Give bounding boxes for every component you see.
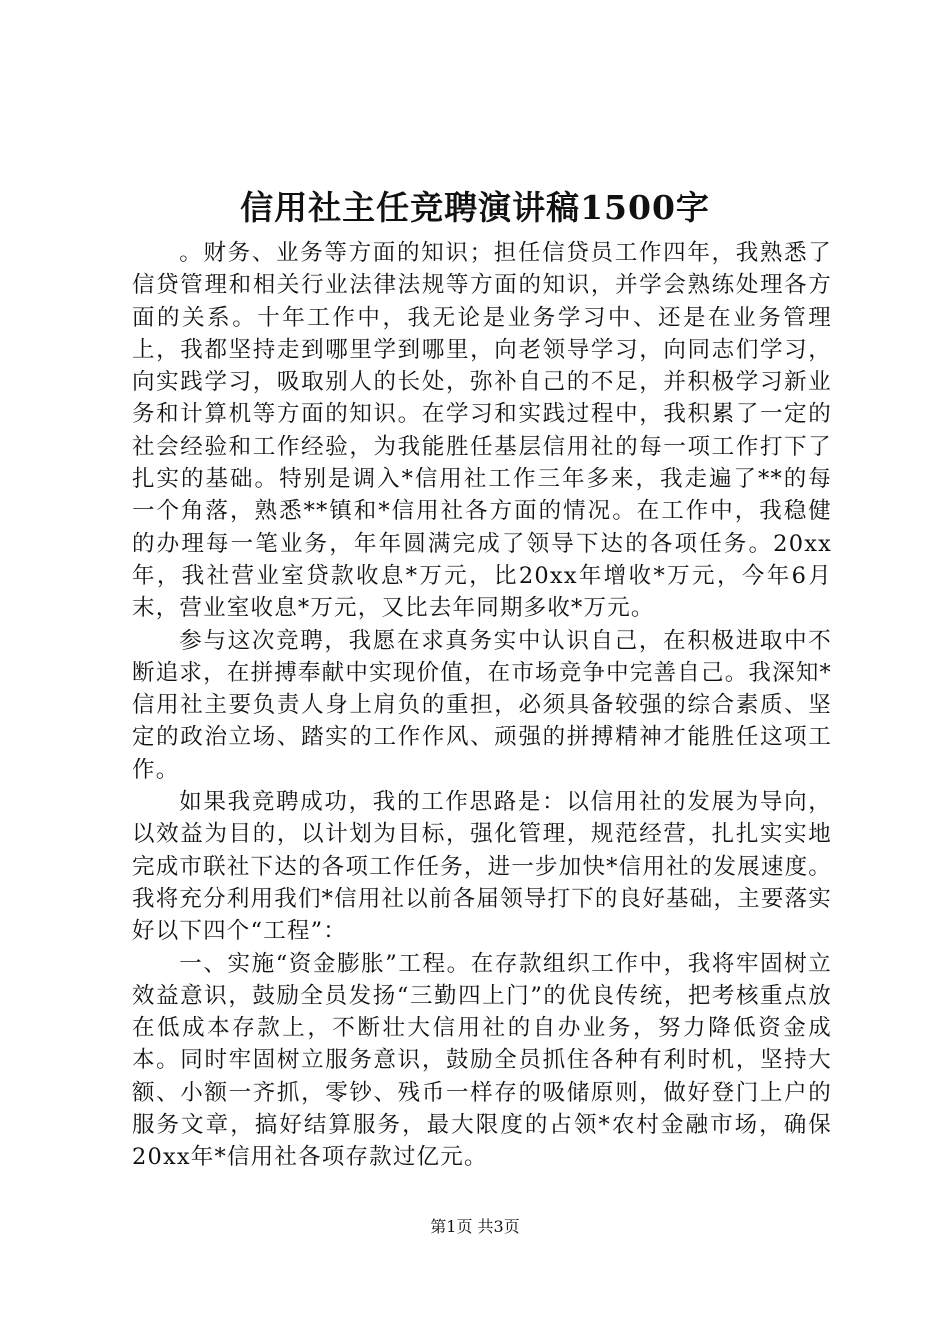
document-title: 信用社主任竞聘演讲稿1500字 <box>240 188 710 227</box>
body-paragraph: 参与这次竞聘，我愿在求真务实中认识自己，在积极进取中不断追求，在拼搏奉献中实现价值，在市场竞争中完善自己。我深知*信用社主要负责人身上肩负的重担，必须具备较强的综合素质、坚定的政治立场、踏实的工作作风、顽强的拼搏精神才能胜任这项工作。 <box>132 627 832 783</box>
body-paragraph: 一、实施“资金膨胀”工程。在存款组织工作中，我将牢固树立效益意识，鼓励全员发扬“三勤四上门”的优良传统，把考核重点放在低成本存款上，不断壮大信用社的自办业务，努力降低资金成本。同时牢固树立服务意识，鼓励全员抓住各种有利时机，坚持大额、小额一齐抓，零钞、残币一样存的吸储原则，做好登门上户的服务文章，搞好结算服务，最大限度的占领*农村金融市场，确保20xx年*信用社各项存款过亿元。 <box>132 950 832 1171</box>
body-paragraph: 如果我竞聘成功，我的工作思路是：以信用社的发展为导向，以效益为目的，以计划为目标，强化管理，规范经营，扎扎实实地完成市联社下达的各项工作任务，进一步加快*信用社的发展速度。我将充分利用我们*信用社以前各届领导打下的良好基础，主要落实好以下四个“工程”： <box>132 789 832 945</box>
page-number-footer: 第1页 共3页 <box>430 1217 520 1236</box>
body-paragraph: 。财务、业务等方面的知识；担任信贷员工作四年，我熟悉了信贷管理和相关行业法律法规等方面的知识，并学会熟练处理各方面的关系。十年工作中，我无论是业务学习中、还是在业务管理上，我都坚持走到哪里学到哪里，向老领导学习，向同志们学习，向实践学习，吸取别人的长处，弥补自己的不足，并积极学习新业务和计算机等方面的知识。在学习和实践过程中，我积累了一定的社会经验和工作经验，为我能胜任基层信用社的每一项工作打下了扎实的基础。特别是调入*信用社工作三年多来，我走遍了**的每一个角落，熟悉**镇和*信用社各方面的情况。在工作中，我稳健的办理每一笔业务，年年圆满完成了领导下达的各项任务。20xx年，我社营业室贷款收息*万元，比20xx年增收*万元，今年6月末，营业室收息*万元，又比去年同期多收*万元。 <box>132 240 832 622</box>
document-body <box>132 237 832 1174</box>
